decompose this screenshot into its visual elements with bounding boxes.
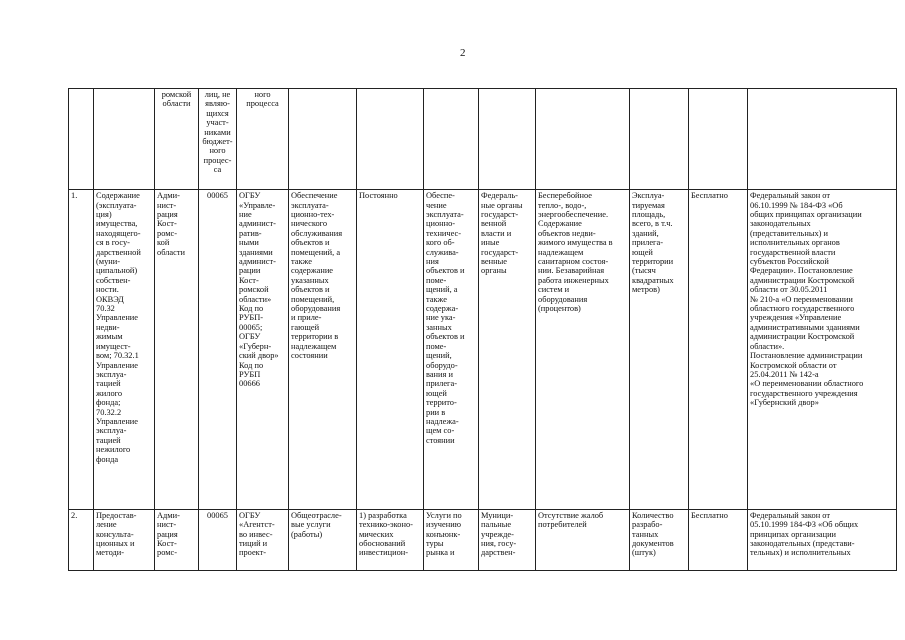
header-cell: лиц, не являю- щихся участ- никами бюджет- ного процес- са [199, 89, 237, 190]
consumers-cell: Услуги по изучению конъюнк- туры рынка и [424, 509, 479, 570]
services-registry-table [68, 88, 897, 571]
header-cell [424, 89, 479, 190]
code-cell: 00065 [199, 190, 237, 510]
quality-cell: Бесперебойное тепло-, водо-, энергообеспечение. Содержание объектов недви- жимого имущества в надлежащем санитарном состоя- нии. Безаварийная работа инженерных систем и оборудования (процентов) [536, 190, 630, 510]
recipients-cell: Муници- пальные учрежде- ния, госу- дарствен- [479, 509, 536, 570]
header-cell: ромской области [155, 89, 199, 190]
header-cell [69, 89, 94, 190]
row-number-cell: 1. [69, 190, 94, 510]
authority-cell: Адми- нист- рация Кост- ромс- кой области [155, 190, 199, 510]
code-cell: 00065 [199, 509, 237, 570]
content-cell: Обеспечение эксплуата- ционно-тех- нического обслуживания объектов и помещений, а также содержание указанных объектов и помещений, оборудования и приле- гающей территории в надлежащем состоянии [289, 190, 357, 510]
header-cell [357, 89, 424, 190]
header-cell [536, 89, 630, 190]
header-cell [748, 89, 897, 190]
payment-cell: Бесплатно [689, 509, 748, 570]
volume-cell: Эксплуа- тируемая площадь, всего, в т.ч. зданий, прилега- ющей территории (тысяч квадратных метров) [630, 190, 689, 510]
header-cell [479, 89, 536, 190]
conditions-cell: Постоянно [357, 190, 424, 510]
header-cell [94, 89, 155, 190]
payment-cell: Бесплатно [689, 190, 748, 510]
quality-cell: Отсутствие жалоб потребителей [536, 509, 630, 570]
institution-cell: ОГБУ «Агентст- во инвес- тиций и проект- [237, 509, 289, 570]
recipients-cell: Федераль- ные органы государст- венной власти и иные государст- венные органы [479, 190, 536, 510]
table-row [69, 190, 897, 510]
authority-cell: Адми- нист- рация Кост- ромс- [155, 509, 199, 570]
institution-cell: ОГБУ «Управле- ние админист- ратив- ными зданиями админист- рации Кост- ромской области» Код по РУБП- 00065; ОГБУ «Губерн- ский двор» Код по РУБП 00666 [237, 190, 289, 510]
volume-cell: Количество разрабо- танных документов (штук) [630, 509, 689, 570]
service-name-cell: Предостав- ление консульта- ционных и методи- [94, 509, 155, 570]
page-number: 2 [460, 47, 466, 59]
legal-basis-cell: Федеральный закон от 05.10.1999 184-ФЗ «Об общих принципах организации законодательных (представи- тельных) и исполнительных [748, 509, 897, 570]
row-number-cell: 2. [69, 509, 94, 570]
conditions-cell: 1) разработка технико-эконо- мических обоснований инвестицион- [357, 509, 424, 570]
header-cell [689, 89, 748, 190]
table-row [69, 509, 897, 570]
header-cell [289, 89, 357, 190]
service-name-cell: Содержание (эксплуата- ция) имущества, находящего- ся в госу- дарственной (муни- ципальной) собствен- ности. ОКВЭД 70.32 Управление недви- жимым имущест- вом; 70.32.1 Управление эксплуа- тацией жилого фонда; 70.32.2 Управление эксплуа- тацией нежилого фонда [94, 190, 155, 510]
header-cell: ного процесса [237, 89, 289, 190]
legal-basis-cell: Федеральный закон от 06.10.1999 № 184-ФЗ «Об общих принципах организации законодательных (представительных) и исполнительных органов государственной власти субъектов Российской Федерации». Постановление администрации Костромской области от 30.05.2011 № 210-а «О переименовании областного государственного учреждения «Управление административными зданиями администрации Костромской области». Постановление администрации Костромской области от 25.04.2011 № 142-а «О переименовании областного государственного учреждения «Губернский двор» [748, 190, 897, 510]
content-cell: Общеотрасле- вые услуги (работы) [289, 509, 357, 570]
header-cell [630, 89, 689, 190]
table-header-row [69, 89, 897, 190]
consumers-cell: Обеспе- чение эксплуата- ционно- техничес- кого об- служива- ния объектов и поме- щений, а также содержа- ние ука- занных объектов и поме- щений, оборудо- вания и прилега- ющей террито- рии в надлежа- щем со- стоянии [424, 190, 479, 510]
